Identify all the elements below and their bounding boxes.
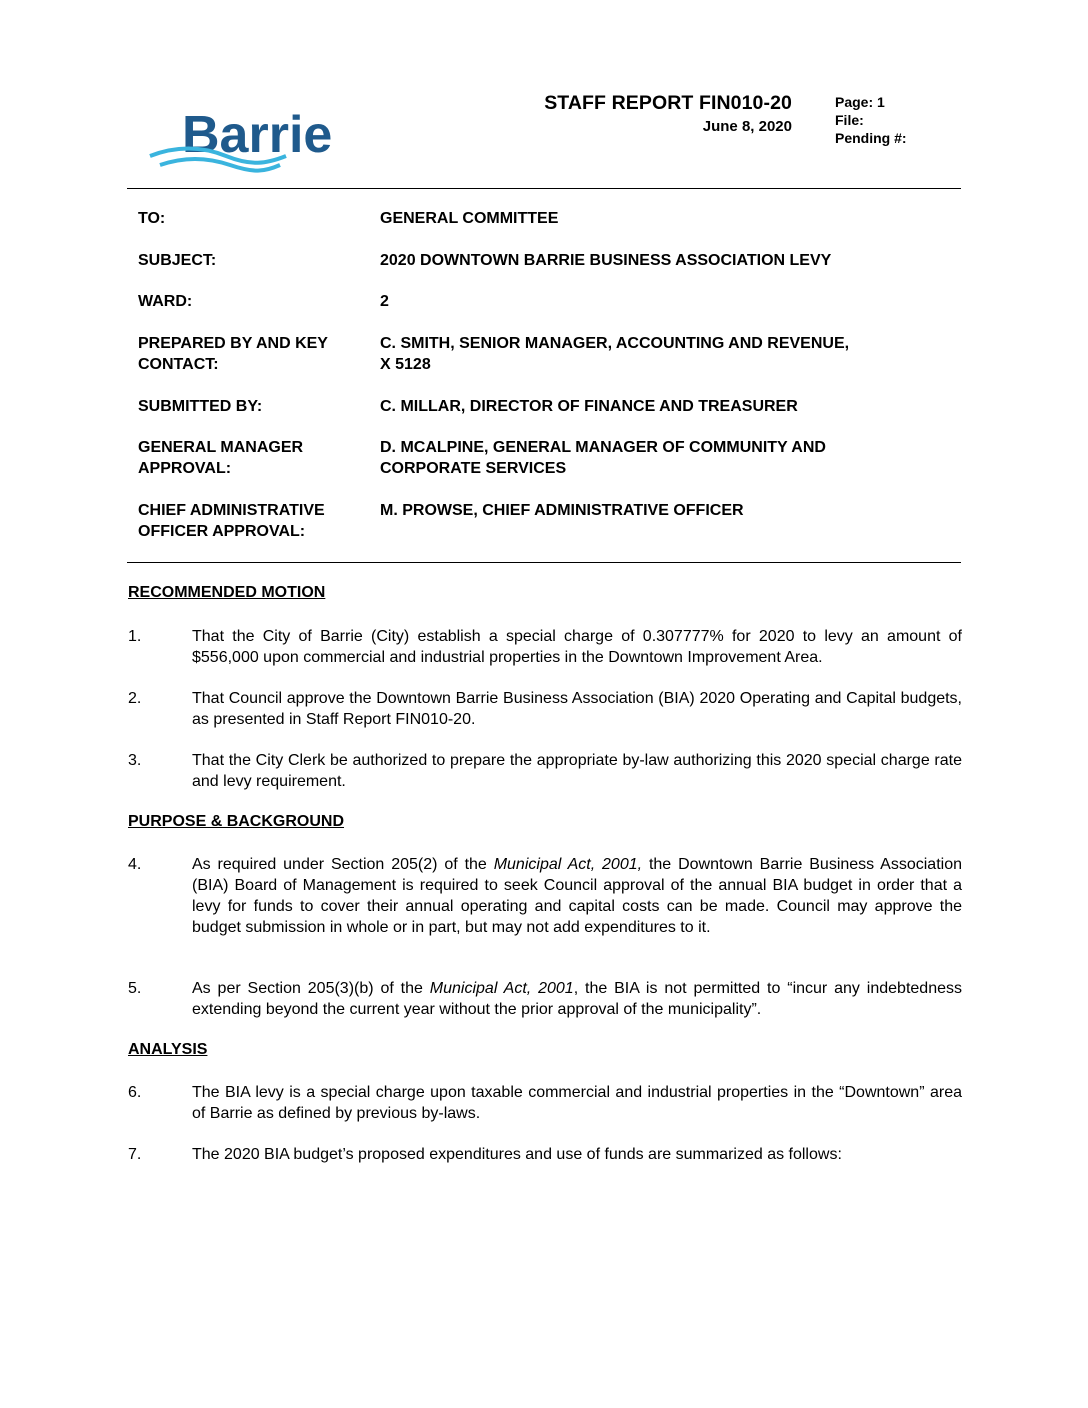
paragraph-number: 4.	[128, 856, 142, 873]
pending-label: Pending #:	[835, 130, 907, 146]
paragraph-number: 6.	[128, 1084, 142, 1101]
field-label-cont: CONTACT:	[138, 356, 219, 373]
section-heading-purpose: PURPOSE & BACKGROUND	[128, 813, 345, 830]
field-value-cont: X 5128	[380, 356, 431, 373]
paragraph-number: 5.	[128, 980, 142, 997]
field-label: PREPARED BY AND KEY	[138, 335, 328, 352]
field-value: C. SMITH, SENIOR MANAGER, ACCOUNTING AND REVENUE,	[380, 335, 850, 352]
report-title: STAFF REPORT FIN010-20	[544, 92, 792, 114]
field-value: D. MCALPINE, GENERAL MANAGER OF COMMUNITY AND	[380, 439, 826, 456]
field-label: CHIEF ADMINISTRATIVE	[138, 502, 325, 519]
paragraph-number: 3.	[128, 752, 142, 769]
field-label-cont: APPROVAL:	[138, 460, 232, 477]
field-value: 2020 DOWNTOWN BARRIE BUSINESS ASSOCIATION LEVY	[380, 252, 832, 269]
text-run: , the BIA is not permitted to “incur any indebtedness extending beyond the current year without the prior approval of the municipality”.	[192, 980, 962, 1018]
paragraph-text: The 2020 BIA budget’s proposed expenditures and use of funds are summarized as follows:	[192, 1146, 842, 1163]
text-run: the Downtown Barrie Business Association (BIA) Board of Management is required to seek Council approval of the annual BIA budget in order that a levy for funds to cover their annual operating and capital costs can be made. Council may approve the budget submission in whole or in part, but may not add expenditures to it.	[192, 856, 962, 936]
field-label: GENERAL MANAGER	[138, 439, 304, 456]
paragraph-number: 1.	[128, 628, 142, 645]
field-label: SUBMITTED BY:	[138, 398, 263, 415]
field-label: WARD:	[138, 293, 193, 310]
field-value-cont: CORPORATE SERVICES	[380, 460, 567, 477]
text-run: As required under Section 205(2) of the	[192, 856, 494, 873]
act-citation: Municipal Act, 2001,	[493, 856, 643, 873]
field-value: C. MILLAR, DIRECTOR OF FINANCE AND TREASURER	[380, 398, 798, 415]
field-value: 2	[380, 293, 389, 310]
paragraph-number: 2.	[128, 690, 142, 707]
paragraph-text: That Council approve the Downtown Barrie Business Association (BIA) 2020 Operating and Capital budgets, as presented in Staff Report FIN010-20.	[192, 690, 962, 728]
paragraph-text	[192, 854, 962, 938]
field-value: M. PROWSE, CHIEF ADMINISTRATIVE OFFICER	[380, 502, 744, 519]
page-label: Page: 1	[835, 94, 885, 110]
fields-divider	[127, 562, 961, 563]
field-label: SUBJECT:	[138, 252, 217, 269]
field-label-cont: OFFICER APPROVAL:	[138, 523, 306, 540]
section-heading-motion: RECOMMENDED MOTION	[128, 584, 326, 601]
paragraph-text	[192, 978, 962, 1020]
paragraph-number: 7.	[128, 1146, 142, 1163]
report-date: June 8, 2020	[702, 118, 792, 135]
paragraph-text: That the City Clerk be authorized to prepare the appropriate by-law authorizing this 2020 special charge rate and levy requirement.	[192, 752, 962, 790]
header-divider	[127, 188, 961, 189]
field-value: GENERAL COMMITTEE	[380, 210, 559, 227]
text-run: As per Section 205(3)(b) of the	[192, 980, 430, 997]
act-citation: Municipal Act, 2001	[429, 980, 574, 997]
file-label: File:	[835, 112, 864, 128]
paragraph-text: The BIA levy is a special charge upon taxable commercial and industrial properties in the “Downtown” area of Barrie as defined by previous by-laws.	[192, 1084, 962, 1122]
paragraph-text: That the City of Barrie (City) establish a special charge of 0.307777% for 2020 to levy an amount of $556,000 upon commercial and industrial properties in the Downtown Improvement Area.	[192, 628, 962, 666]
section-heading-analysis: ANALYSIS	[128, 1041, 208, 1058]
barrie-logo	[146, 104, 351, 182]
report-meta	[835, 93, 907, 147]
logo-wordmark: Barrie	[182, 106, 333, 164]
field-label: TO:	[138, 210, 166, 227]
